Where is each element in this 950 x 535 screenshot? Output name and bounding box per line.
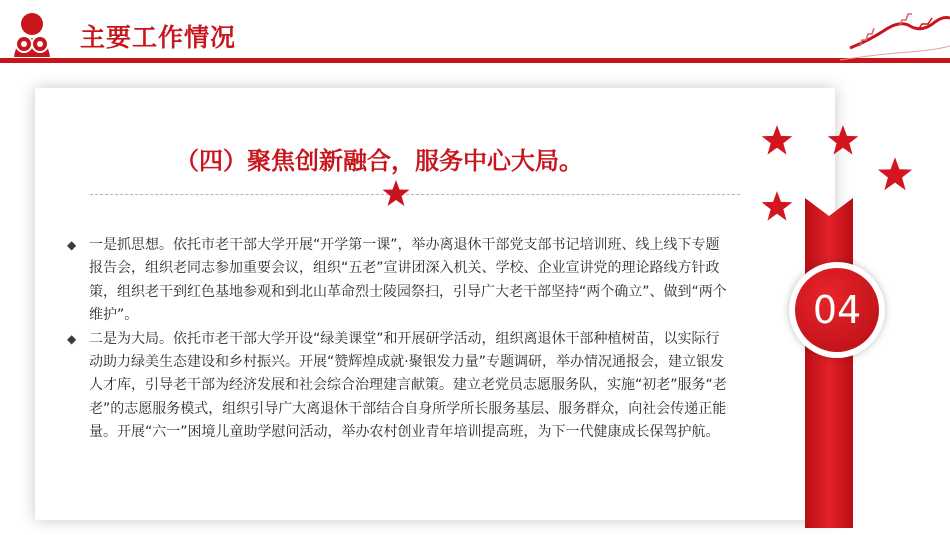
header [0,0,950,70]
section-number: 04 [812,288,862,332]
star-icon [760,190,794,224]
star-icon [826,124,860,158]
header-divider [0,58,950,63]
diamond-bullet-icon: ◆ [67,238,77,252]
bullet-text: 一是抓思想。依托市老干部大学开展“开学第一课”，举办离退休干部党支部书记培训班、线上线下专题报告会，组织老同志参加重要会议，组织“五老”宣讲团深入机关、学校、企业宣讲党的理论路线方针政策，组织老干到红色基地参观和到北山革命烈士陵园祭扫，引导广大老干部坚持“两个确立”、做到“两个维护”。 [89,237,727,324]
bullet-list [67,234,732,445]
dashed-divider [90,194,740,195]
star-icon [381,179,411,209]
section-number-badge [789,262,885,358]
star-icon [876,156,914,194]
worker-headset-icon [10,9,62,57]
great-wall-decoration [840,0,950,70]
red-ribbon [805,198,853,528]
content-card [35,88,835,520]
diamond-bullet-icon: ◆ [67,331,77,346]
page-title: 主要工作情况 [80,23,237,52]
list-item [67,234,732,328]
list-item [67,328,732,445]
star-icon [760,124,794,158]
section-title: （四）聚焦创新融合，服务中心大局。 [175,147,583,175]
bullet-text: 二是为大局。依托市老干部大学开设“绿美课堂”和开展研学活动，组织离退休干部种植树苗，以实际行动助力绿美生态建设和乡村振兴。开展“赞辉煌成就·聚银发力量”专题调研，举办情况通报会，建立银发人才库，引导老干部为经济发展和社会综合治理建言献策。建立老党员志愿服务队，实施“初老”服务“老老”的志愿服务模式，组织引导广大离退休干部结合自身所学所长服务基层、服务群众，向社会传递正能量。开展“六一”困境儿童助学慰问活动，举办农村创业青年培训提高班，为下一代健康成长保驾护航。 [89,330,727,441]
